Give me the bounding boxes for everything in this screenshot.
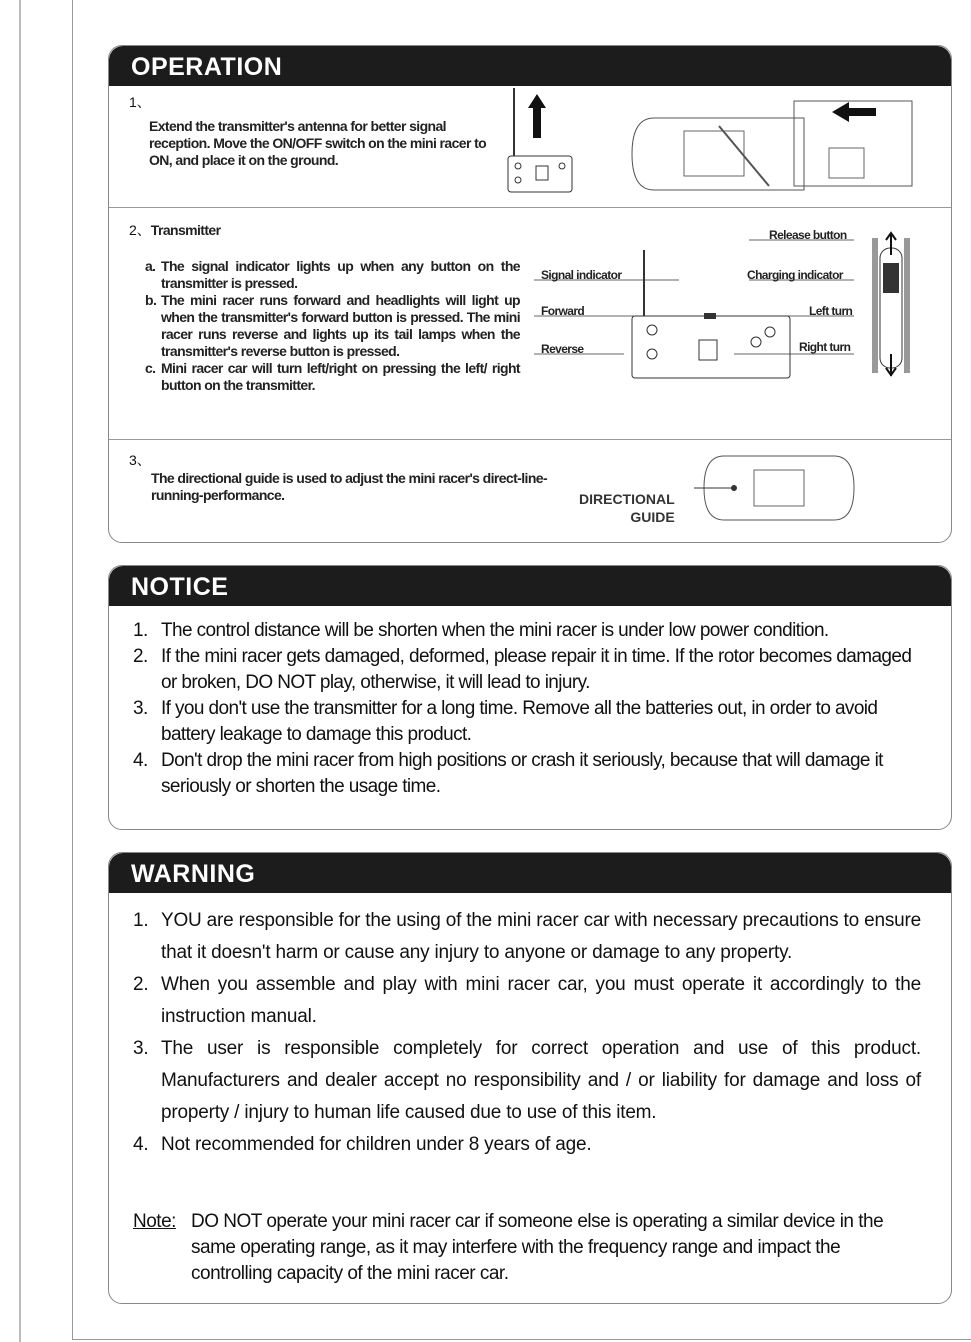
warning-note [133, 1209, 923, 1287]
list-item: 2. When you assemble and play with mini racer car, you must operate it accordingly to the instruction manual. [133, 974, 921, 1027]
list-item: 3. The user is responsible completely for correct operation and use of this product. Manufacturers and dealer accept no responsibility and / or liability for damage and loss of property / injury to human life caused due to use of this item. [133, 1038, 921, 1123]
operation-section [108, 45, 952, 543]
transmitter-and-car-illustration [504, 86, 944, 208]
note-label: Note: [133, 1211, 176, 1232]
label-reverse: Reverse [541, 342, 584, 356]
warning-heading: WARNING [109, 853, 951, 893]
note-text: DO NOT operate your mini racer car if someone else is operating a similar device in the same operating range, as it may interfere with the frequency range and impact the controlling capacity of the mini racer car. [191, 1211, 884, 1284]
step-3 [109, 440, 951, 543]
directional-guide-label: DIRECTIONAL GUIDE [579, 491, 675, 525]
label-right-turn: Right turn [799, 340, 851, 354]
list-item: a. The signal indicator lights up when any button on the transmitter is pressed. [145, 258, 520, 291]
list-item: 1. YOU are responsible for the using of the mini racer car with necessary precautions to ensure that it doesn't harm or cause any injury to anyone or damage to any property. [133, 910, 921, 963]
step-number: 1、 [129, 94, 151, 110]
notice-section [108, 565, 952, 830]
step-1 [109, 86, 951, 208]
label-signal-indicator: Signal indicator [541, 268, 622, 282]
list-item: 2. If the mini racer gets damaged, deformed, please repair it in time. If the rotor becomes damaged or broken, DO NOT play, otherwise, it will lead to injury. [133, 646, 912, 693]
notice-list [133, 618, 928, 800]
label-left-turn: Left turn [809, 304, 853, 318]
step-3-text: The directional guide is used to adjust the mini racer's direct-line-running-performance. [151, 470, 548, 503]
step-number: 2、 [129, 222, 151, 238]
label-forward: Forward [541, 304, 585, 318]
label-release-button: Release button [769, 228, 847, 242]
warning-list [133, 905, 921, 1161]
label-charging-indicator: Charging indicator [747, 268, 843, 282]
warning-section [108, 852, 952, 1304]
notice-heading: NOTICE [109, 566, 951, 606]
step-number: 3、 [129, 452, 151, 468]
list-item: 1. The control distance will be shorten when the mini racer is under low power condition. [133, 620, 829, 641]
left-margin-rule [19, 0, 21, 1342]
car-top-view-illustration [694, 452, 864, 524]
step-1-text: Extend the transmitter's antenna for better signal reception. Move the ON/OFF switch on the mini racer to ON, and place it on the ground. [149, 118, 487, 168]
list-item: 4. Not recommended for children under 8 years of age. [133, 1134, 592, 1155]
transmitter-instructions [145, 258, 520, 394]
list-item: c. Mini racer car will turn left/right on pressing the left/ right button on the transmitter. [145, 360, 520, 393]
list-item: b. The mini racer runs forward and headlights will light up when the transmitter's forward button is pressed. The mini racer runs reverse and lights up its tail lamps when the transmitter's reverse button is pressed. [145, 292, 520, 359]
list-item: 4. Don't drop the mini racer from high positions or crash it seriously, because that will damage it seriously or shorten the usage time. [133, 750, 883, 797]
operation-heading: OPERATION [109, 46, 951, 86]
transmitter-diagram [534, 208, 952, 440]
list-item: 3. If you don't use the transmitter for a long time. Remove all the batteries out, in order to avoid battery leakage to damage this product. [133, 698, 878, 745]
step-2 [109, 208, 951, 440]
step-2-title: Transmitter [150, 222, 221, 238]
